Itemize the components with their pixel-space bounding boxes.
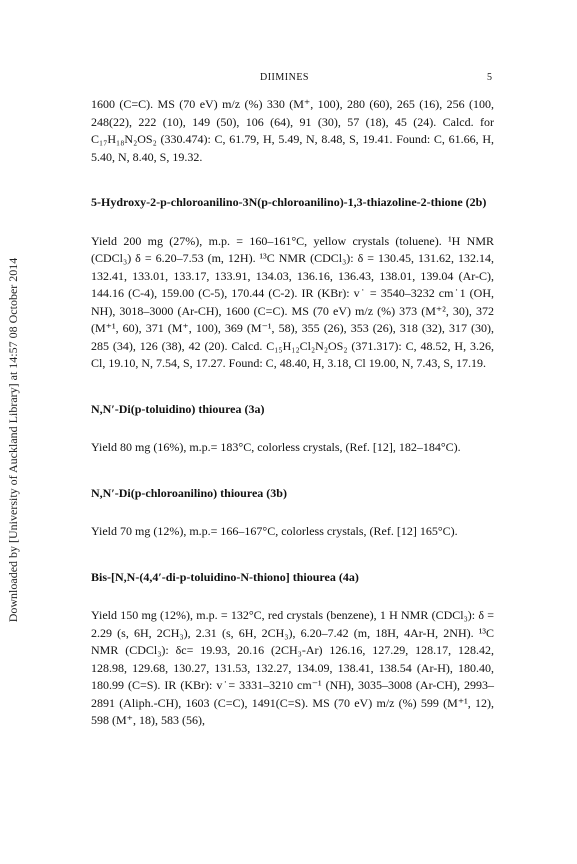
download-watermark: Downloaded by [University of Auckland Library] at 14:57 08 October 2014 [6,257,20,623]
running-header [0,72,577,88]
article-body [91,96,494,730]
heading-compound-4a: Bis-[N,N-(4,4′-di-p-toluidino-N-thiono] thiourea (4a) [91,569,359,584]
page-number: 5 [487,72,493,83]
paragraph-compound-3a: Yield 80 mg (16%), m.p.= 183°C, colorless crystals, (Ref. [12], 182–184°C). [91,440,461,454]
paragraph-compound-4a: Yield 150 mg (12%), m.p. = 132°C, red crystals (benzene), 1 H NMR (CDCl₃): δ = 2.29 (s, 6H, 2CH₃), 2.31 (s, 6H, 2CH₃), 6.20–7.42 (m, 18H, 4Ar-H, 2NH). ¹³C NMR (CDCl₃): δc= 19.93, 20.16 (2CH₃-Ar) 126.16, 127.29, 128.17, 128.42, 128.98, 129.68, 130.27, 131.53, 132.27, 134.09, 138.41, 138.54 (Ar-H), 180.40, 180.99 (C=S). IR (KBr): v˙= 3331–3210 cm⁻¹ (NH), 3035–3008 (Ar-CH), 2993–2891 (Aliph.-CH), 1603 (C=C), 1491(C=S). MS (70 eV) m/z (%) 599 (M⁺¹, 12), 598 (M⁺, 18), 583 (56), [91,608,494,727]
paragraph-continuation: 1600 (C=C). MS (70 eV) m/z (%) 330 (M⁺, 100), 280 (60), 265 (16), 256 (100, 248(22), 222 (10), 149 (50), 106 (64), 91 (30), 57 (18), 45 (24). Calcd. for C₁₇H₁₈N₂OS₂ (330.474): C, 61.79, H, 5.49, N, 8.48, S, 19.41. Found: C, 61.66, H, 5.40, N, 8.40, S, 19.32. [91,97,494,164]
running-title: DIIMINES [260,72,309,83]
heading-compound-3a: N,N′-Di(p-toluidino) thiourea (3a) [91,401,265,416]
paragraph-compound-3b: Yield 70 mg (12%), m.p.= 166–167°C, colorless crystals, (Ref. [12] 165°C). [91,524,458,538]
heading-compound-2b: 5-Hydroxy-2-p-chloroanilino-3N(p-chloroanilino)-1,3-thiazoline-2-thione (2b) [91,195,487,209]
heading-compound-3b: N,N′-Di(p-chloroanilino) thiourea (3b) [91,485,287,500]
paragraph-compound-2b: Yield 200 mg (27%), m.p. = 160–161°C, yellow crystals (toluene). ¹H NMR (CDCl₃) δ = 6.20–7.53 (m, 12H). ¹³C NMR (CDCl₃): δ = 130.45, 131.62, 132.14, 132.41, 133.01, 133.17, 133.91, 134.03, 136.16, 136.43, 138.01, 139.04 (Ar-C), 144.16 (C-4), 159.00 (C-5), 170.44 (C-2). IR (KBr): v˙ = 3540–3232 cm˙1 (OH, NH), 3018–3000 (Ar-CH), 1600 (C=C). MS (70 eV) m/z (%) 373 (M⁺², 30), 372 (M⁺¹, 60), 371 (M⁺, 100), 369 (M⁻¹, 58), 355 (26), 353 (26), 318 (32), 317 (30), 285 (34), 126 (38), 42 (20). Calcd. C₁₅H₁₂Cl₂N₂OS₂ (371.317): C, 48.52, H, 3.26, Cl, 19.10, N, 7.54, S, 17.27. Found: C, 48.40, H, 3.18, Cl 19.00, N, 7.43, S, 17.19. [91,233,494,370]
